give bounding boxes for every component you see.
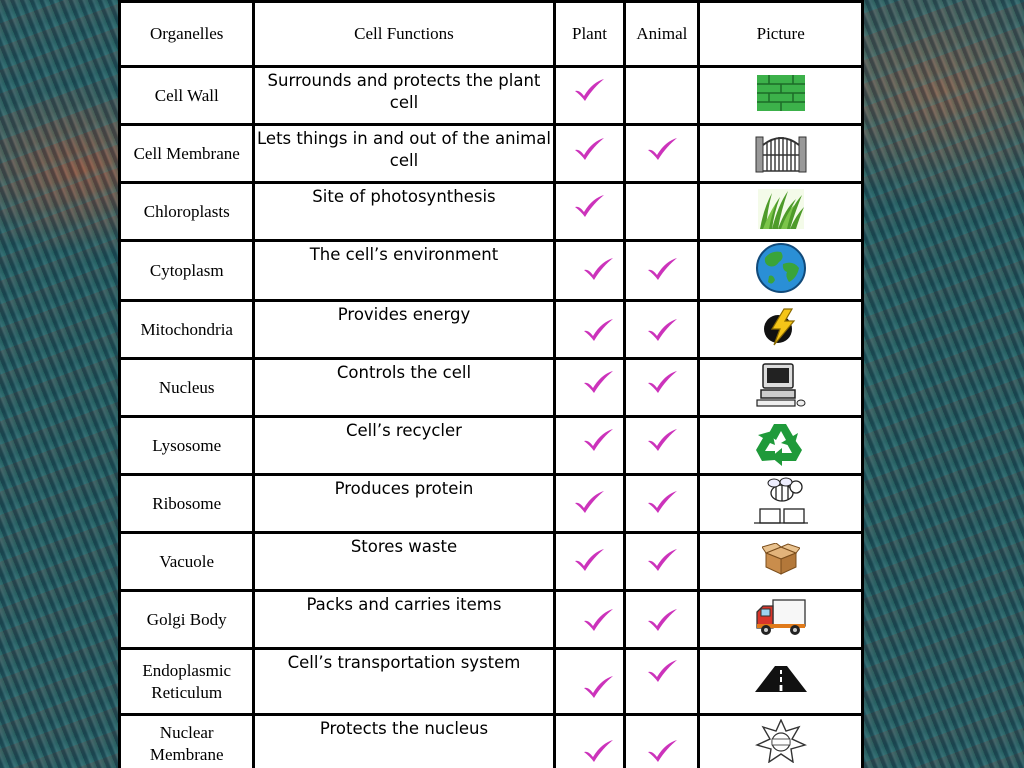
header-picture: Picture	[699, 2, 863, 67]
plant-cell	[554, 67, 625, 125]
organelle-name: Cell Wall	[120, 67, 254, 125]
animal-cell	[625, 475, 699, 533]
animal-checkmark-icon	[646, 560, 678, 577]
animal-checkmark-icon	[646, 751, 678, 768]
header-functions: Cell Functions	[254, 2, 554, 67]
animal-checkmark-icon	[646, 671, 678, 688]
table-row	[120, 417, 863, 475]
plant-checkmark-icon	[582, 269, 614, 286]
bee-worker-icon	[752, 512, 810, 529]
animal-cell	[625, 183, 699, 241]
animal-cell	[625, 715, 699, 768]
plant-cell	[554, 183, 625, 241]
table-row	[120, 475, 863, 533]
animal-cell	[625, 533, 699, 591]
picture-cell	[699, 67, 863, 125]
picture-cell	[699, 241, 863, 301]
header-plant: Plant	[554, 2, 625, 67]
plant-checkmark-icon	[582, 620, 614, 637]
organelle-table	[118, 0, 864, 768]
plant-checkmark-icon	[582, 440, 614, 457]
cell-function: Stores waste	[254, 533, 554, 591]
table-row	[120, 301, 863, 359]
table-row	[120, 125, 863, 183]
animal-cell	[625, 67, 699, 125]
sheriff-badge-icon	[755, 750, 807, 767]
plant-cell	[554, 475, 625, 533]
picture-cell	[699, 649, 863, 715]
organelle-name: Golgi Body	[120, 591, 254, 649]
organelle-name: Cell Membrane	[120, 125, 254, 183]
animal-cell	[625, 417, 699, 475]
iron-gate-icon	[755, 160, 807, 177]
organelle-name: Lysosome	[120, 417, 254, 475]
organelle-name: Ribosome	[120, 475, 254, 533]
picture-cell	[699, 301, 863, 359]
animal-checkmark-icon	[646, 330, 678, 347]
animal-cell	[625, 125, 699, 183]
animal-cell	[625, 591, 699, 649]
animal-cell	[625, 301, 699, 359]
picture-cell	[699, 183, 863, 241]
plant-checkmark-icon	[582, 687, 614, 704]
cell-function: Packs and carries items	[254, 591, 554, 649]
header-organelles: Organelles	[120, 2, 254, 67]
animal-checkmark-icon	[646, 440, 678, 457]
table-row	[120, 67, 863, 125]
plant-cell	[554, 533, 625, 591]
plant-checkmark-icon	[573, 502, 605, 519]
picture-cell	[699, 591, 863, 649]
table-row	[120, 649, 863, 715]
plant-checkmark-icon	[573, 149, 605, 166]
cell-function: Lets things in and out of the animal cell	[254, 125, 554, 183]
table-row	[120, 715, 863, 768]
animal-cell	[625, 649, 699, 715]
earth-globe-icon	[755, 281, 807, 298]
header-animal: Animal	[625, 2, 699, 67]
plant-checkmark-icon	[573, 560, 605, 577]
organelle-table-sheet	[118, 0, 864, 768]
cell-function: Site of photosynthesis	[254, 183, 554, 241]
delivery-truck-icon	[755, 623, 807, 640]
cell-function: Controls the cell	[254, 359, 554, 417]
organelle-name: Nucleus	[120, 359, 254, 417]
plant-cell	[554, 417, 625, 475]
organelle-name: Endoplasmic Reticulum	[120, 649, 254, 715]
picture-cell	[699, 359, 863, 417]
green-brick-wall-icon	[757, 98, 805, 115]
cell-function: Cell’s recycler	[254, 417, 554, 475]
table-row	[120, 533, 863, 591]
animal-checkmark-icon	[646, 269, 678, 286]
picture-cell	[699, 475, 863, 533]
cell-function: The cell’s environment	[254, 241, 554, 301]
plant-checkmark-icon	[573, 90, 605, 107]
recycle-icon	[756, 453, 806, 470]
table-row	[120, 241, 863, 301]
organelle-name: Mitochondria	[120, 301, 254, 359]
road-icon	[755, 681, 807, 698]
animal-cell	[625, 241, 699, 301]
plant-cell	[554, 649, 625, 715]
animal-checkmark-icon	[646, 149, 678, 166]
grass-icon	[758, 216, 804, 233]
picture-cell	[699, 417, 863, 475]
cell-function: Cell’s transportation system	[254, 649, 554, 715]
animal-checkmark-icon	[646, 502, 678, 519]
organelle-name: Cytoplasm	[120, 241, 254, 301]
plant-checkmark-icon	[573, 206, 605, 223]
picture-cell	[699, 533, 863, 591]
plant-checkmark-icon	[582, 330, 614, 347]
header-row	[120, 2, 863, 67]
cell-function: Surrounds and protects the plant cell	[254, 67, 554, 125]
cell-function: Protects the nucleus	[254, 715, 554, 768]
lightning-bolt-icon	[758, 334, 804, 351]
plant-cell	[554, 241, 625, 301]
animal-checkmark-icon	[646, 620, 678, 637]
table-row	[120, 591, 863, 649]
plant-cell	[554, 301, 625, 359]
animal-cell	[625, 359, 699, 417]
organelle-name: Nuclear Membrane	[120, 715, 254, 768]
plant-cell	[554, 125, 625, 183]
plant-cell	[554, 591, 625, 649]
cardboard-box-icon	[762, 562, 800, 579]
table-body	[120, 67, 863, 768]
computer-icon	[755, 395, 807, 412]
picture-cell	[699, 125, 863, 183]
plant-cell	[554, 359, 625, 417]
animal-checkmark-icon	[646, 382, 678, 399]
plant-checkmark-icon	[582, 751, 614, 768]
table-row	[120, 359, 863, 417]
organelle-name: Chloroplasts	[120, 183, 254, 241]
cell-function: Produces protein	[254, 475, 554, 533]
table-row	[120, 183, 863, 241]
picture-cell	[699, 715, 863, 768]
cell-function: Provides energy	[254, 301, 554, 359]
plant-cell	[554, 715, 625, 768]
plant-checkmark-icon	[582, 382, 614, 399]
organelle-name: Vacuole	[120, 533, 254, 591]
